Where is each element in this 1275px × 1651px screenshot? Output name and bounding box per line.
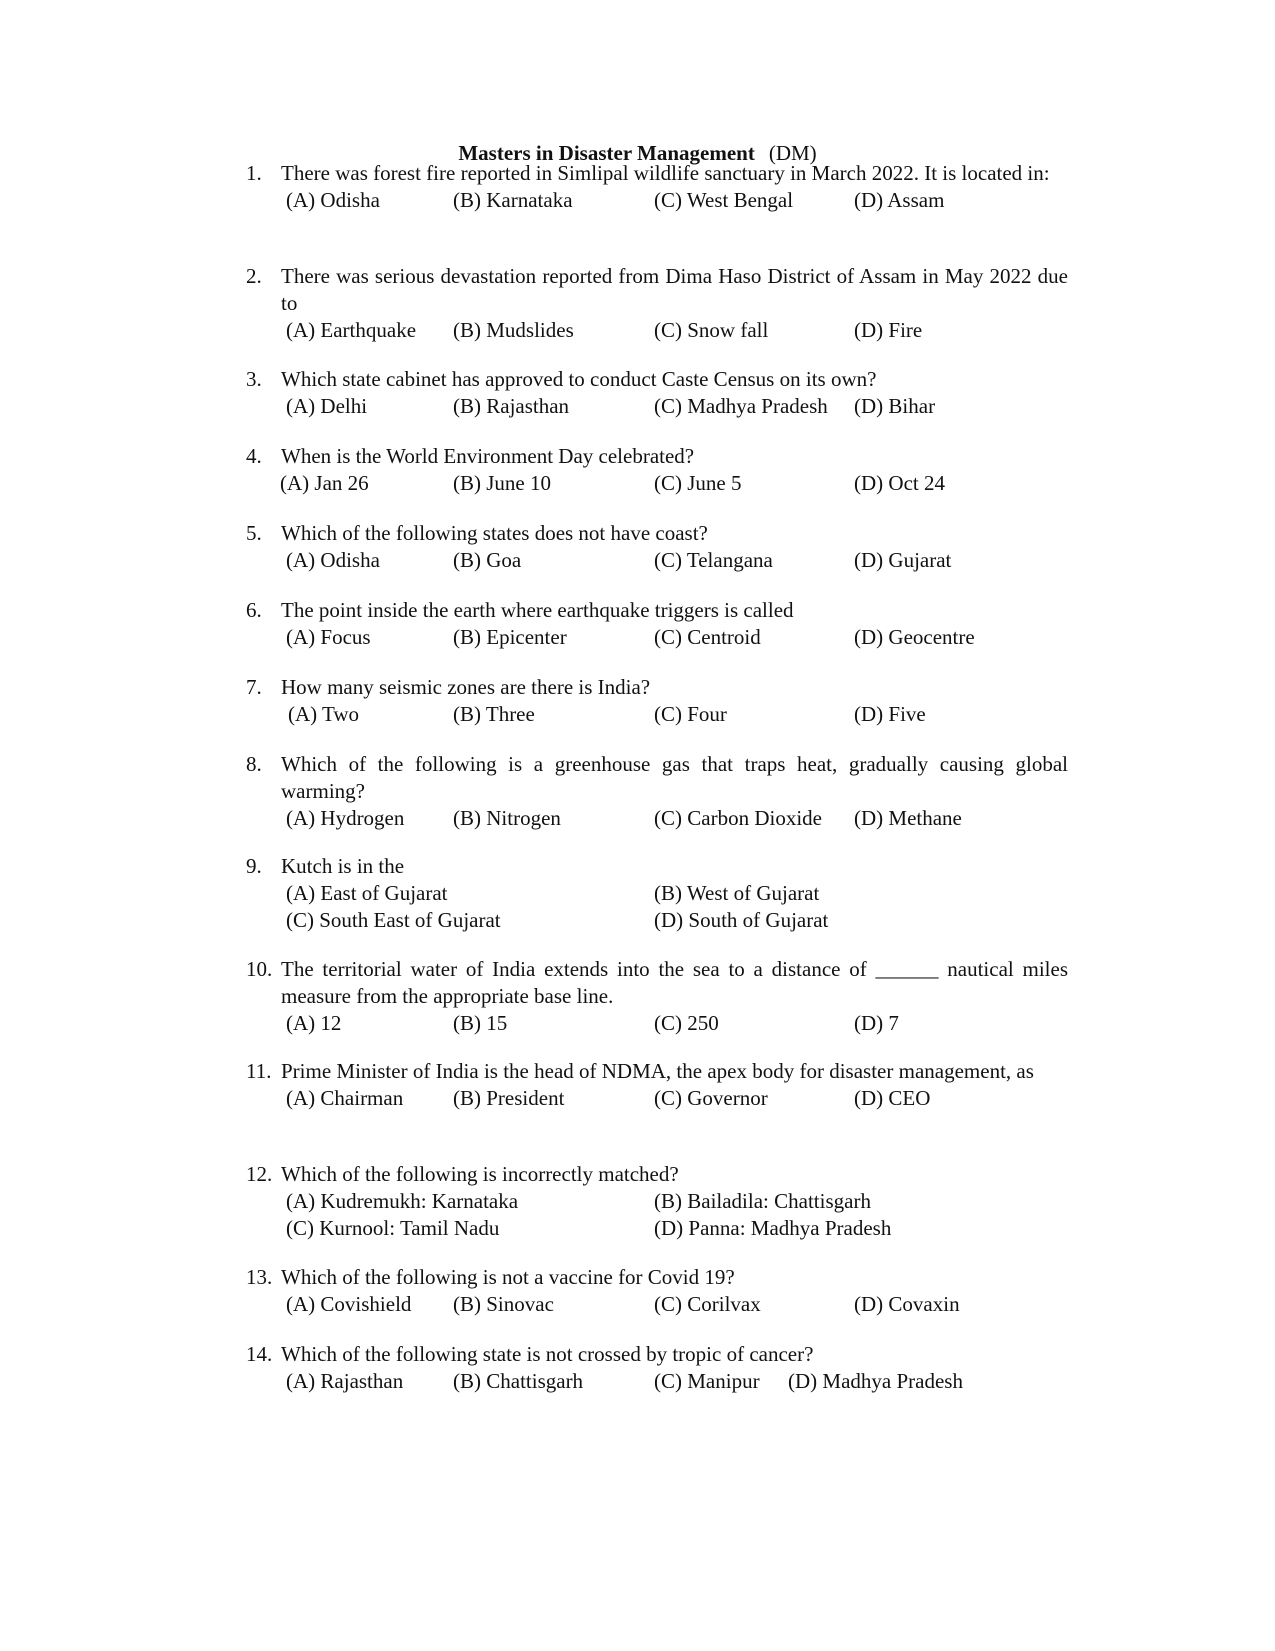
options-row bbox=[246, 1188, 1068, 1215]
option-c: (C) Carbon Dioxide bbox=[654, 805, 822, 830]
question-6 bbox=[246, 597, 1068, 651]
options-row bbox=[246, 1010, 1068, 1037]
option-b: (B) Chattisgarh bbox=[453, 1368, 584, 1393]
question-2 bbox=[246, 263, 1068, 343]
question-12 bbox=[246, 1161, 1068, 1241]
option-d: (D) Methane bbox=[854, 805, 962, 830]
title-sub: (DM) bbox=[768, 141, 817, 165]
question-text: Prime Minister of India is the head of NDMA, the apex body for disaster management, as bbox=[281, 1059, 1034, 1083]
option-c: (C) Madhya Pradesh bbox=[654, 393, 828, 418]
option-a: (A) Hydrogen bbox=[286, 805, 405, 830]
option-d: (D) Bihar bbox=[854, 393, 936, 418]
question-number: 1. bbox=[246, 161, 262, 185]
options-row bbox=[246, 1215, 1068, 1242]
option-b: (B) Rajasthan bbox=[453, 393, 570, 418]
question-7 bbox=[246, 674, 1068, 728]
option-a: (A) Covishield bbox=[286, 1291, 412, 1316]
option-c: (C) Governor bbox=[654, 1085, 768, 1110]
question-text: When is the World Environment Day celebrated? bbox=[281, 444, 695, 468]
option-d: (D) Five bbox=[854, 701, 926, 726]
question-10 bbox=[246, 956, 1068, 1036]
options-row bbox=[246, 470, 1068, 497]
option-d: (D) Covaxin bbox=[854, 1291, 960, 1316]
option-a: (A) Kudremukh: Karnataka bbox=[286, 1188, 519, 1213]
option-c: (C) Centroid bbox=[654, 624, 761, 649]
option-c: (C) Manipur bbox=[654, 1368, 760, 1393]
option-b: (B) Goa bbox=[453, 547, 522, 572]
option-b: (B) President bbox=[453, 1085, 565, 1110]
options-row bbox=[246, 1085, 1068, 1112]
question-text: There was serious devastation reported from Dima Haso District of Assam in May 2022 due to bbox=[281, 264, 1068, 315]
question-stem bbox=[246, 1058, 1068, 1085]
question-text: Kutch is in the bbox=[281, 854, 405, 878]
option-d: (D) Assam bbox=[854, 187, 945, 212]
question-number: 13. bbox=[246, 1265, 273, 1289]
options-row bbox=[246, 1291, 1068, 1318]
option-b: (B) Epicenter bbox=[453, 624, 567, 649]
question-13 bbox=[246, 1264, 1068, 1318]
question-number: 5. bbox=[246, 521, 262, 545]
question-number: 10. bbox=[246, 957, 273, 981]
question-number: 3. bbox=[246, 367, 262, 391]
option-c: (C) Kurnool: Tamil Nadu bbox=[286, 1215, 500, 1240]
question-1 bbox=[246, 160, 1068, 214]
question-text: Which of the following state is not crossed by tropic of cancer? bbox=[281, 1342, 814, 1366]
options-row bbox=[246, 1368, 1068, 1395]
option-a: (A) Chairman bbox=[286, 1085, 404, 1110]
question-text: Which state cabinet has approved to conduct Caste Census on its own? bbox=[281, 367, 877, 391]
options-row bbox=[246, 907, 1068, 934]
question-stem bbox=[246, 751, 1068, 805]
option-a: (A) Delhi bbox=[286, 393, 368, 418]
question-stem bbox=[246, 366, 1068, 393]
option-b: (B) Sinovac bbox=[453, 1291, 554, 1316]
question-number: 6. bbox=[246, 598, 262, 622]
option-c: (C) Snow fall bbox=[654, 317, 769, 342]
question-stem bbox=[246, 443, 1068, 470]
option-b: (B) Karnataka bbox=[453, 187, 573, 212]
question-text: Which of the following is a greenhouse gas that traps heat, gradually causing global warming? bbox=[281, 752, 1068, 803]
option-d: (D) Madhya Pradesh bbox=[788, 1368, 963, 1393]
question-stem bbox=[246, 1264, 1068, 1291]
question-14 bbox=[246, 1341, 1068, 1395]
question-number: 4. bbox=[246, 444, 262, 468]
option-a: (A) Focus bbox=[286, 624, 371, 649]
option-d: (D) 7 bbox=[854, 1010, 899, 1035]
question-number: 7. bbox=[246, 675, 262, 699]
question-number: 11. bbox=[246, 1059, 272, 1083]
question-text: There was forest fire reported in Simlipal wildlife sanctuary in March 2022. It is located in: bbox=[281, 161, 1050, 185]
options-row bbox=[246, 187, 1068, 214]
question-number: 14. bbox=[246, 1342, 273, 1366]
option-a: (A) Two bbox=[288, 701, 360, 726]
question-stem bbox=[246, 1161, 1068, 1188]
option-a: (A) Odisha bbox=[286, 187, 380, 212]
option-a: (A) Rajasthan bbox=[286, 1368, 404, 1393]
question-text: The point inside the earth where earthquake triggers is called bbox=[281, 598, 794, 622]
question-9 bbox=[246, 853, 1068, 933]
question-5 bbox=[246, 520, 1068, 574]
question-stem bbox=[246, 597, 1068, 624]
title-main: Masters in Disaster Management bbox=[458, 141, 755, 165]
option-b: (B) West of Gujarat bbox=[654, 880, 820, 905]
option-c: (C) 250 bbox=[654, 1010, 719, 1035]
option-b: (B) June 10 bbox=[453, 470, 551, 495]
option-d: (D) Oct 24 bbox=[854, 470, 945, 495]
options-row bbox=[246, 805, 1068, 832]
question-number: 12. bbox=[246, 1162, 273, 1186]
option-c: (C) Telangana bbox=[654, 547, 773, 572]
question-stem bbox=[246, 853, 1068, 880]
option-d: (D) Geocentre bbox=[854, 624, 975, 649]
question-text: Which of the following is incorrectly matched? bbox=[281, 1162, 679, 1186]
question-4 bbox=[246, 443, 1068, 497]
option-c: (C) June 5 bbox=[654, 470, 742, 495]
option-c: (C) West Bengal bbox=[654, 187, 794, 212]
question-8 bbox=[246, 751, 1068, 831]
options-row bbox=[246, 317, 1068, 344]
option-b: (B) Three bbox=[453, 701, 535, 726]
option-a: (A) Odisha bbox=[286, 547, 380, 572]
option-a: (A) Jan 26 bbox=[280, 470, 369, 495]
option-d: (D) South of Gujarat bbox=[654, 907, 829, 932]
question-text: Which of the following states does not have coast? bbox=[281, 521, 708, 545]
options-row bbox=[246, 547, 1068, 574]
options-row bbox=[246, 701, 1068, 728]
option-b: (B) 15 bbox=[453, 1010, 508, 1035]
option-d: (D) Gujarat bbox=[854, 547, 952, 572]
question-stem bbox=[246, 160, 1068, 187]
question-text: How many seismic zones are there is India? bbox=[281, 675, 651, 699]
option-a: (A) 12 bbox=[286, 1010, 342, 1035]
question-stem bbox=[246, 674, 1068, 701]
option-d: (D) Panna: Madhya Pradesh bbox=[654, 1215, 892, 1240]
option-a: (A) East of Gujarat bbox=[286, 880, 448, 905]
question-number: 9. bbox=[246, 854, 262, 878]
question-11 bbox=[246, 1058, 1068, 1112]
question-3 bbox=[246, 366, 1068, 420]
question-text: The territorial water of India extends into the sea to a distance of ______ nautical miles measure from the appropriate base line. bbox=[281, 957, 1068, 1008]
option-a: (A) Earthquake bbox=[286, 317, 417, 342]
question-stem bbox=[246, 520, 1068, 547]
question-number: 2. bbox=[246, 264, 262, 288]
option-c: (C) Four bbox=[654, 701, 727, 726]
option-b: (B) Nitrogen bbox=[453, 805, 561, 830]
options-row bbox=[246, 880, 1068, 907]
option-b: (B) Bailadila: Chattisgarh bbox=[654, 1188, 871, 1213]
question-text: Which of the following is not a vaccine for Covid 19? bbox=[281, 1265, 735, 1289]
question-stem bbox=[246, 263, 1068, 317]
option-d: (D) Fire bbox=[854, 317, 923, 342]
options-row bbox=[246, 624, 1068, 651]
question-number: 8. bbox=[246, 752, 262, 776]
option-c: (C) South East of Gujarat bbox=[286, 907, 501, 932]
option-c: (C) Corilvax bbox=[654, 1291, 761, 1316]
options-row bbox=[246, 393, 1068, 420]
question-stem bbox=[246, 1341, 1068, 1368]
option-b: (B) Mudslides bbox=[453, 317, 574, 342]
option-d: (D) CEO bbox=[854, 1085, 931, 1110]
question-stem bbox=[246, 956, 1068, 1010]
